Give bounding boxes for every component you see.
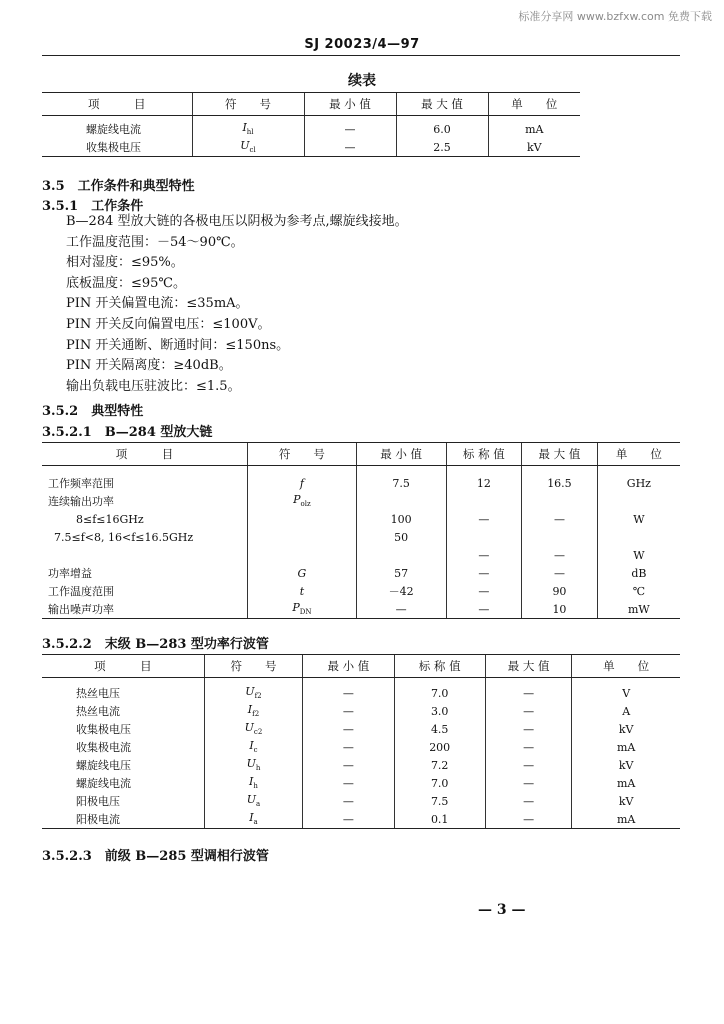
- nominal-value-cell: —: [446, 510, 522, 528]
- min-value-cell: —: [303, 702, 394, 720]
- symbol-cell: [204, 774, 303, 792]
- item-cell: 功率增益: [48, 567, 92, 580]
- min-value-cell: [356, 546, 446, 564]
- symbol: $U_{f2}$: [245, 685, 262, 701]
- table-row: [42, 810, 680, 829]
- item-cell: 螺旋线电压: [76, 759, 131, 772]
- symbol: $U_a$: [246, 793, 261, 809]
- unit-cell: A: [572, 702, 680, 720]
- item-cell: 螺旋线电流: [76, 777, 131, 790]
- site-watermark: 标准分享网 www.bzfxw.com 免费下载: [518, 10, 712, 23]
- nominal-value-cell: 7.0: [394, 678, 485, 703]
- symbol: $U_{c2}$: [244, 721, 263, 737]
- item-cell: 输出噪声功率: [42, 600, 248, 619]
- table-row: [42, 738, 680, 756]
- nominal-value-cell: 200: [394, 738, 485, 756]
- nominal-value-cell: 0.1: [394, 810, 485, 829]
- item-cell: 阳极电流: [42, 810, 204, 829]
- column-header: 单 位: [597, 443, 680, 466]
- symbol-cell: [248, 466, 357, 493]
- nominal-value-cell: —: [446, 546, 522, 564]
- column-header: 符 号: [192, 93, 304, 116]
- table-row: [42, 720, 680, 738]
- min-value-cell: 100: [356, 510, 446, 528]
- section-3-5-2-3-heading: 3.5.2.3 前级 B—285 型调相行波管: [42, 849, 269, 864]
- symbol-cell: [204, 810, 303, 829]
- continued-table-title: 续表: [348, 73, 376, 89]
- table-row: [42, 702, 680, 720]
- table-row: [42, 600, 680, 619]
- column-header: 标 称 值: [446, 443, 522, 466]
- table-row: [42, 546, 680, 564]
- unit-cell: GHz: [597, 466, 680, 493]
- table-row: [42, 564, 680, 582]
- symbol-cell: [248, 564, 357, 582]
- symbol-subscript: h: [253, 782, 258, 791]
- table-continued: [42, 92, 680, 157]
- table-row: [42, 792, 680, 810]
- item-cell: 收集极电流: [76, 741, 131, 754]
- unit-cell: mW: [597, 600, 680, 619]
- item-cell: 热丝电流: [76, 705, 120, 718]
- unit-cell: W: [597, 510, 680, 528]
- min-value-cell: —: [303, 720, 394, 738]
- min-value-cell: —: [303, 678, 394, 703]
- column-header: 标 称 值: [394, 655, 485, 678]
- symbol-cell: [204, 738, 303, 756]
- nominal-value-cell: —: [446, 582, 522, 600]
- symbol-cell: [204, 720, 303, 738]
- condition-line: 相对湿度：≤95%。: [66, 255, 184, 271]
- symbol: $I_{f2}$: [247, 703, 260, 719]
- max-value-cell: 6.0: [396, 116, 488, 139]
- table-b283-power-twt: [42, 654, 680, 829]
- header-rule: [42, 55, 680, 56]
- min-value-cell: —: [303, 810, 394, 829]
- min-value-cell: —: [304, 116, 396, 139]
- symbol: $I_{hl}$: [242, 121, 254, 137]
- symbol: G: [297, 566, 307, 580]
- symbol-subscript: hl: [246, 128, 254, 137]
- max-value-cell: 16.5: [522, 466, 598, 493]
- table-row: [42, 582, 680, 600]
- symbol-cell: [248, 492, 357, 510]
- symbol-cell: [248, 528, 357, 546]
- condition-line: PIN 开关反向偏置电压：≤100V。: [66, 316, 271, 332]
- page-number: — 3 —: [478, 902, 526, 918]
- table-b284-amplifier-chain: [42, 442, 680, 619]
- column-header: 项 目: [42, 93, 192, 116]
- symbol-cell: [192, 138, 304, 157]
- unit-cell: ℃: [597, 582, 680, 600]
- symbol: f: [299, 476, 304, 490]
- unit-cell: V: [572, 678, 680, 703]
- column-header: 单 位: [488, 93, 580, 116]
- section-3-5-2-1-heading: 3.5.2.1 B—284 型放大链: [42, 425, 213, 440]
- section-3-5-2-heading: 3.5.2 典型特性: [42, 404, 144, 419]
- column-header: 最 大 值: [522, 443, 598, 466]
- section-3-5-heading: 3.5 工作条件和典型特性: [42, 179, 195, 194]
- nominal-value-cell: [446, 492, 522, 510]
- column-header: 最 小 值: [356, 443, 446, 466]
- unit-cell: mA: [572, 738, 680, 756]
- working-conditions: [66, 212, 408, 397]
- max-value-cell: —: [485, 774, 572, 792]
- unit-cell: [597, 492, 680, 510]
- max-value-cell: 2.5: [396, 138, 488, 157]
- nominal-value-cell: 7.0: [394, 774, 485, 792]
- column-header: 最 小 值: [304, 93, 396, 116]
- condition-line: B—284 型放大链的各极电压以阴极为参考点,螺旋线接地。: [66, 214, 408, 229]
- unit-cell: kV: [488, 138, 580, 157]
- condition-line: PIN 开关隔离度：≥40dB。: [66, 358, 232, 374]
- table-row: [42, 492, 680, 510]
- symbol-cell: [192, 116, 304, 139]
- table-row: [42, 510, 680, 528]
- section-3-5-1-heading: 3.5.1 工作条件: [42, 199, 144, 214]
- table-row: [42, 774, 680, 792]
- max-value-cell: —: [522, 546, 598, 564]
- table-row: [42, 116, 680, 139]
- nominal-value-cell: 4.5: [394, 720, 485, 738]
- max-value-cell: —: [485, 792, 572, 810]
- max-value-cell: [522, 492, 598, 510]
- unit-cell: [597, 528, 680, 546]
- unit-cell: kV: [572, 756, 680, 774]
- unit-cell: mA: [572, 774, 680, 792]
- max-value-cell: —: [485, 702, 572, 720]
- unit-cell: mA: [572, 810, 680, 829]
- symbol-subscript: f2: [254, 692, 262, 701]
- max-value-cell: —: [522, 510, 598, 528]
- symbol-cell: [204, 702, 303, 720]
- min-value-cell: —: [303, 756, 394, 774]
- symbol: $U_{cl}$: [240, 139, 256, 155]
- condition-line: 输出负载电压驻波比：≤1.5。: [66, 378, 241, 394]
- table-row: [42, 138, 680, 157]
- symbol-subscript: h: [255, 764, 261, 773]
- item-cell: 8≤f≤16GHz: [76, 512, 144, 526]
- symbol: $I_h$: [249, 775, 258, 791]
- item-cell: 热丝电压: [76, 687, 120, 700]
- max-value-cell: —: [522, 564, 598, 582]
- unit-cell: kV: [572, 792, 680, 810]
- column-header: 符 号: [204, 655, 303, 678]
- nominal-value-cell: 3.0: [394, 702, 485, 720]
- min-value-cell: －42: [356, 582, 446, 600]
- symbol-subscript: cl: [249, 146, 256, 155]
- min-value-cell: —: [303, 774, 394, 792]
- table-row: [42, 466, 680, 493]
- column-header: 项 目: [42, 655, 204, 678]
- symbol-cell: [248, 600, 357, 619]
- unit-cell: dB: [597, 564, 680, 582]
- item-cell: 收集极电压: [76, 723, 131, 736]
- condition-line: PIN 开关通断、断通时间：≤150ns。: [66, 337, 290, 353]
- min-value-cell: 50: [356, 528, 446, 546]
- symbol-subscript: a: [253, 818, 258, 827]
- symbol: $P_{olz}$: [293, 493, 311, 509]
- symbol-subscript: a: [256, 800, 261, 809]
- max-value-cell: —: [485, 678, 572, 703]
- min-value-cell: —: [303, 792, 394, 810]
- symbol-cell: [248, 546, 357, 564]
- nominal-value-cell: —: [446, 600, 522, 619]
- symbol: $U_h$: [246, 757, 261, 773]
- max-value-cell: —: [485, 720, 572, 738]
- item-cell: 螺旋线电流: [86, 123, 141, 136]
- symbol-cell: [204, 792, 303, 810]
- condition-line: PIN 开关偏置电流：≤35mA。: [66, 296, 249, 312]
- column-header: 单 位: [572, 655, 680, 678]
- item-cell: 阳极电压: [76, 795, 120, 808]
- document-number: SJ 20023/4—97: [304, 37, 420, 52]
- min-value-cell: 57: [356, 564, 446, 582]
- max-value-cell: —: [485, 756, 572, 774]
- column-header: 符 号: [248, 443, 357, 466]
- condition-line: 底板温度：≤95℃。: [66, 275, 186, 291]
- symbol-subscript: olz: [300, 500, 311, 509]
- section-3-5-2-2-heading: 3.5.2.2 末级 B—283 型功率行波管: [42, 637, 269, 652]
- max-value-cell: —: [485, 738, 572, 756]
- unit-cell: kV: [572, 720, 680, 738]
- symbol-cell: [248, 510, 357, 528]
- item-cell: 连续输出功率: [48, 495, 114, 508]
- item-cell: 工作温度范围: [48, 585, 114, 598]
- max-value-cell: —: [485, 810, 572, 829]
- symbol: $I_c$: [249, 739, 258, 755]
- table-row: [42, 528, 680, 546]
- symbol: $I_a$: [249, 811, 258, 827]
- nominal-value-cell: [446, 528, 522, 546]
- column-header: 最 小 值: [303, 655, 394, 678]
- symbol-cell: [204, 756, 303, 774]
- symbol-subscript: f2: [252, 710, 260, 719]
- max-value-cell: [522, 528, 598, 546]
- item-cell: 收集极电压: [42, 138, 192, 157]
- min-value-cell: —: [303, 738, 394, 756]
- max-value-cell: 90: [522, 582, 598, 600]
- symbol-subscript: DN: [299, 608, 312, 617]
- column-header: 项 目: [42, 443, 248, 466]
- item-cell: 7.5≤f<8, 16<f≤16.5GHz: [54, 530, 194, 544]
- column-header: 最 大 值: [485, 655, 572, 678]
- symbol: t: [299, 584, 305, 598]
- symbol: $P_{DN}$: [292, 601, 312, 617]
- unit-cell: W: [597, 546, 680, 564]
- nominal-value-cell: 7.5: [394, 792, 485, 810]
- symbol-subscript: c2: [253, 728, 263, 737]
- nominal-value-cell: 7.2: [394, 756, 485, 774]
- table-row: [42, 678, 680, 703]
- nominal-value-cell: 12: [446, 466, 522, 493]
- table-row: [42, 756, 680, 774]
- column-header: 最 大 值: [396, 93, 488, 116]
- unit-cell: mA: [488, 116, 580, 139]
- min-value-cell: —: [356, 600, 446, 619]
- symbol-cell: [248, 582, 357, 600]
- min-value-cell: [356, 492, 446, 510]
- symbol-subscript: c: [253, 746, 258, 755]
- item-cell: [42, 546, 248, 564]
- nominal-value-cell: —: [446, 564, 522, 582]
- symbol-cell: [204, 678, 303, 703]
- max-value-cell: 10: [522, 600, 598, 619]
- min-value-cell: —: [304, 138, 396, 157]
- min-value-cell: 7.5: [356, 466, 446, 493]
- condition-line: 工作温度范围：－54～90℃。: [66, 234, 244, 250]
- item-cell: 工作频率范围: [48, 477, 114, 490]
